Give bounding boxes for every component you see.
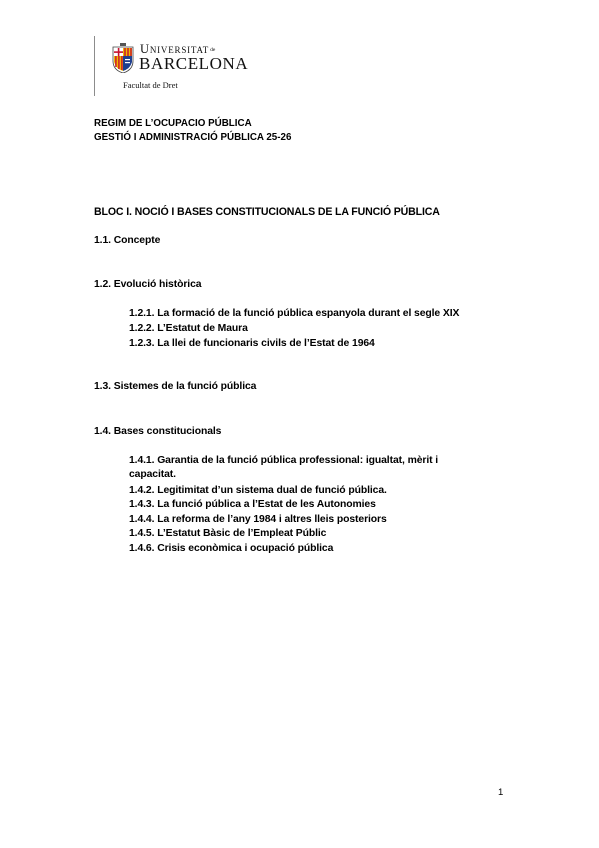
university-logo [94, 36, 264, 96]
logo-faculty: Facultat de Dret [123, 80, 178, 90]
list-item: 1.2.2. L’Estatut de Maura [129, 323, 248, 334]
list-item-continuation: capacitat. [129, 469, 176, 480]
shield-icon [112, 43, 134, 73]
list-item: 1.4.4. La reforma de l’any 1984 i altres lleis posteriors [129, 514, 387, 525]
section-heading: 1.4. Bases constitucionals [94, 426, 222, 437]
list-item: 1.4.1. Garantia de la funció pública professional: igualtat, mèrit i [129, 455, 439, 466]
list-item: 1.4.3. La funció pública a l’Estat de les Autonomies [129, 499, 376, 510]
list-item: 1.4.2. Legitimitat d’un sistema dual de funció pública. [129, 485, 387, 496]
section-heading: 1.2. Evolució històrica [94, 279, 202, 290]
list-item: 1.2.1. La formació de la funció pública espanyola durant el segle XIX [129, 308, 460, 319]
section-heading: 1.3. Sistemes de la funció pública [94, 381, 257, 392]
list-item: 1.4.6. Crisis econòmica i ocupació pública [129, 543, 334, 554]
bloc-title: BLOC I. NOCIÓ I BASES CONSTITUCIONALS DE LA FUNCIÓ PÚBLICA [94, 206, 440, 218]
header-line-2: GESTIÓ I ADMINISTRACIÓ PÚBLICA 25-26 [94, 132, 292, 143]
list-item: 1.2.3. La llei de funcionaris civils de l’Estat de 1964 [129, 338, 375, 349]
list-item: 1.4.5. L’Estatut Bàsic de l’Empleat Públic [129, 528, 327, 539]
logo-divider [94, 36, 95, 96]
logo-university-name: BARCELONA [139, 54, 249, 73]
page-number: 1 [498, 787, 504, 798]
logo-university-top: Universitatde [140, 42, 216, 56]
header-line-1: REGIM DE L’OCUPACIO PÚBLICA [94, 118, 252, 129]
section-heading: 1.1. Concepte [94, 235, 161, 246]
